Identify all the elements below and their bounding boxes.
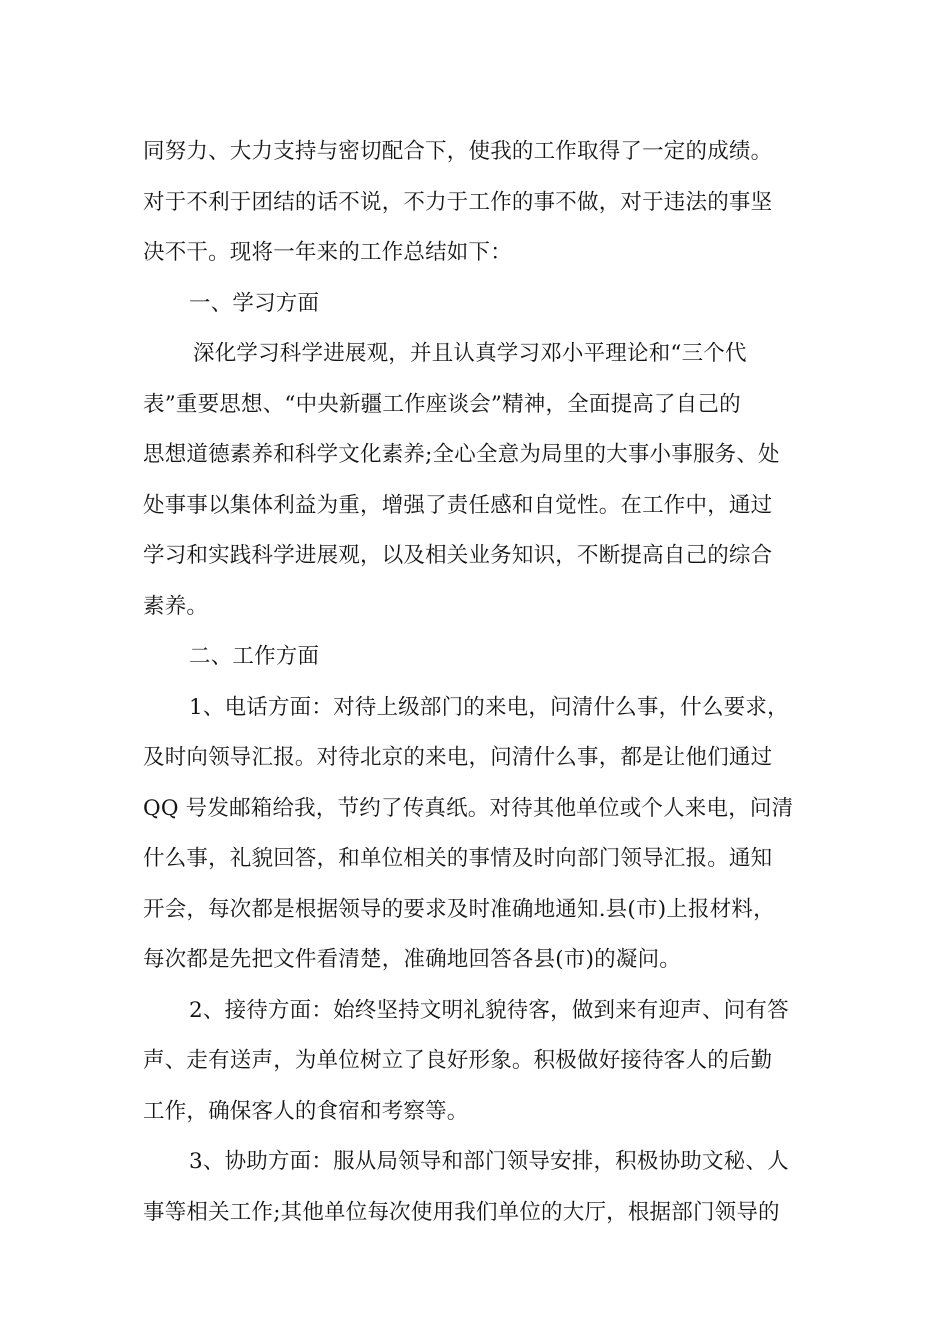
body-line: 1、电话方面：对待上级部门的来电，问清什么事，什么要求， — [189, 694, 789, 720]
body-line: 声、走有送声，为单位树立了良好形象。积极做好接待客人的后勤 — [143, 1048, 773, 1073]
section-heading-study: 一、学习方面 — [189, 290, 320, 316]
body-line: 素养。 — [143, 593, 209, 619]
body-line: 及时向领导汇报。对待北京的来电，问清什么事，都是让他们通过 — [143, 745, 773, 770]
body-line: 表”重要思想、“中央新疆工作座谈会”精神，全面提高了自己的 — [143, 391, 741, 417]
body-line: 3、协助方面：服从局领导和部门领导安排，积极协助文秘、人 — [189, 1149, 789, 1174]
body-line: 学习和实践科学进展观，以及相关业务知识，不断提高自己的综合 — [143, 543, 773, 568]
body-line: 思想道德素养和科学文化素养;全心全意为局里的大事小事服务、处 — [143, 442, 780, 467]
body-line: 工作，确保客人的食宿和考察等。 — [143, 1098, 469, 1124]
body-line: 处事事以集体利益为重，增强了责任感和自觉性。在工作中，通过 — [143, 492, 773, 518]
body-line: 什么事，礼貌回答，和单位相关的事情及时向部门领导汇报。通知 — [143, 846, 773, 871]
document-body — [143, 127, 813, 1238]
body-line: 同努力、大力支持与密切配合下，使我的工作取得了一定的成绩。 — [143, 139, 773, 164]
body-line: QQ 号发邮箱给我，节约了传真纸。对待其他单位或个人来电，问清 — [143, 795, 794, 821]
body-line: 事等相关工作;其他单位每次使用我们单位的大厅，根据部门领导的 — [143, 1199, 780, 1225]
body-line: 对于不利于团结的话不说，不力于工作的事不做，对于违法的事坚 — [143, 189, 773, 215]
body-line: 决不干。现将一年来的工作总结如下： — [143, 240, 512, 265]
body-line: 开会，每次都是根据领导的要求及时准确地通知.县(市)上报材料， — [143, 896, 775, 922]
body-line: 深化学习科学进展观，并且认真学习邓小平理论和“三个代 — [193, 341, 747, 366]
section-heading-work: 二、工作方面 — [189, 644, 320, 669]
body-line: 2、接待方面：始终坚持文明礼貌待客，做到来有迎声、问有答 — [189, 997, 789, 1023]
body-line: 每次都是先把文件看清楚，准确地回答各县(市)的凝问。 — [143, 947, 681, 972]
